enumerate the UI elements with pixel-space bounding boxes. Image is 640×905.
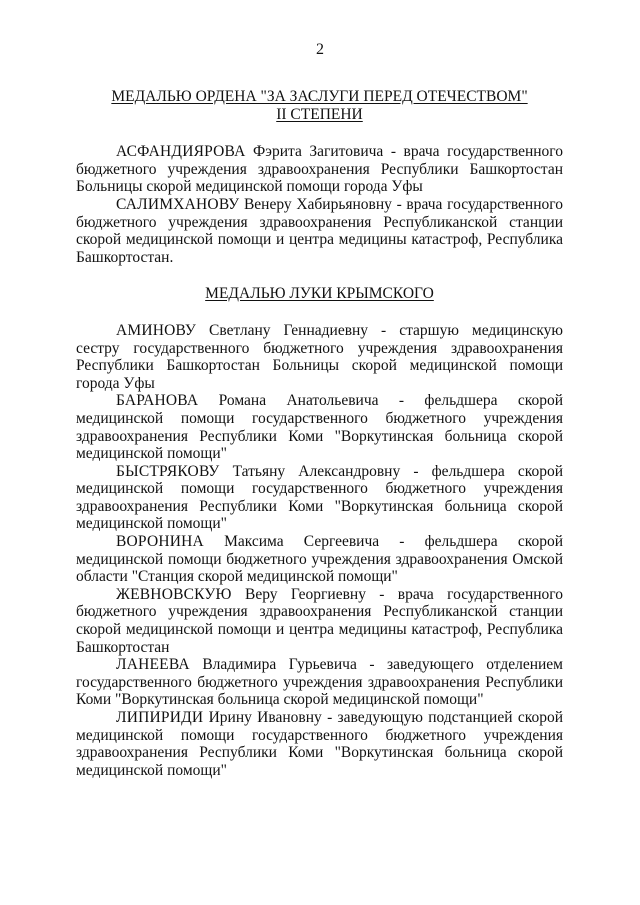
awardee-details: Романа Анатольевича - фельдшера скорой медицинской помощи государственного бюджетного учреждения здравоохранения Республики Коми "Воркутинская больница скорой медицинской помощи" (76, 392, 564, 463)
award-entry (76, 463, 563, 533)
award-entry (76, 709, 563, 779)
award-entry (76, 392, 563, 462)
awardee-surname: ЖЕВНОВСКУЮ (116, 585, 232, 603)
awardee-details: Татьяну Александровну - фельдшера скорой медицинской помощи государственного бюджетного учреждения здравоохранения Республики Коми "Воркутинская больница скорой медицинской помощи" (76, 462, 563, 533)
awardee-surname: БАРАНОВА (116, 392, 199, 410)
heading-line: II СТЕПЕНИ (276, 105, 363, 123)
awardee-surname: БЫСТРЯКОВУ (116, 462, 220, 480)
award-entry (76, 533, 563, 586)
awardee-surname: САЛИМХАНОВУ (116, 195, 240, 213)
awardee-details: Фэрита Загитовича - врача государственного бюджетного учреждения здравоохранения Республики Башкортостан Больницы скорой медицинской помощи города Уфы (76, 143, 564, 196)
award-entry (76, 322, 563, 392)
awardee-details: Светлану Геннадиевну - старшую медицинскую сестру государственного бюджетного учреждения здравоохранения Республики Башкортостан Больницы скорой медицинской помощи города Уфы (76, 321, 564, 392)
award-entry (76, 656, 563, 709)
awardee-details: Максима Сергеевича - фельдшера скорой медицинской помощи бюджетного учреждения здравоохранения Омской области "Станция скорой медицинской помощи" (76, 533, 563, 586)
document-body (76, 88, 563, 779)
section-heading-order-merit (76, 88, 563, 123)
heading-line: МЕДАЛЬЮ ЛУКИ КРЫМСКОГО (205, 285, 434, 303)
awardee-details: Владимира Гурьевича - заведующего отделением государственного бюджетного учреждения здравоохранения Республики Коми "Воркутинская больница скорой медицинской помощи" (76, 656, 563, 709)
awardee-details: Венеру Хабирьяновну - врача государственного бюджетного учреждения здравоохранения Республиканской станции скорой медицинской помощи и центра медицины катастроф, Республика Башкортостан. (76, 195, 563, 266)
heading-line: МЕДАЛЬЮ ОРДЕНА "ЗА ЗАСЛУГИ ПЕРЕД ОТЕЧЕСТВОМ" (111, 88, 528, 105)
awardee-details: Веру Георгиевну - врача государственного бюджетного учреждения здравоохранения Республиканской станции скорой медицинской помощи и центра медицины катастроф, Республика Башкортостан (76, 585, 563, 656)
awardee-surname: ЛАНЕЕВА (116, 656, 190, 674)
page-number: 2 (316, 41, 324, 58)
award-entry (76, 196, 563, 266)
awardee-details: Ирину Ивановну - заведующую подстанцией скорой медицинской помощи государственного бюджетного учреждения здравоохранения Республики Коми "Воркутинская больница скорой медицинской помощи" (76, 709, 563, 779)
awardee-surname: ВОРОНИНА (116, 533, 204, 551)
section-heading-luka-krymsky (76, 285, 563, 303)
awardee-surname: ЛИПИРИДИ (116, 709, 204, 726)
award-entry (76, 143, 563, 196)
award-entry (76, 586, 563, 656)
awardee-surname: АСФАНДИЯРОВА (116, 143, 246, 161)
awardee-surname: АМИНОВУ (116, 321, 197, 339)
